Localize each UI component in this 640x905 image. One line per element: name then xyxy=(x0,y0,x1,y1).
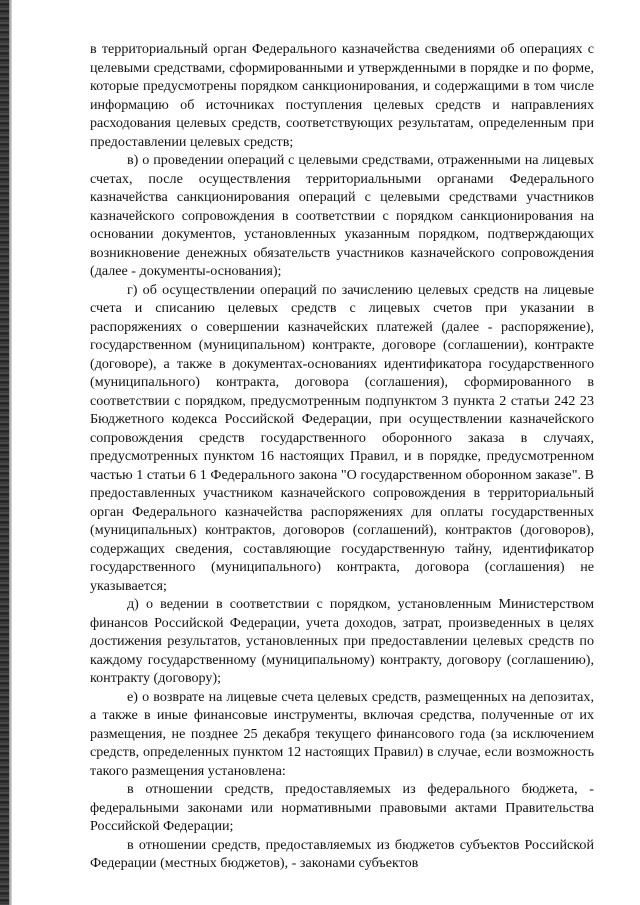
paragraph-item-d: д) о ведении в соответствии с порядком, установленным Министерством финансов Российской Федерации, учета доходов, затрат, произведенных в целях достижения результатов, установленных при предоставлении целевых средств по каждому государственному (муниципальному) контракту, договору (соглашению), контракту (договору); xyxy=(90,596,594,686)
paragraph-item-e: е) о возврате на лицевые счета целевых средств, размещенных на депозитах, а также в иные финансовые инструменты, включая средства, полученные от их размещения, не позднее 25 декабря текущего финансового года (за исключением средств, определенных пунктом 12 настоящих Правил) в случае, если возможность такого размещения установлена: xyxy=(90,688,594,779)
paragraph-federal-budget: в отношении средств, предоставляемых из федерального бюджета, - федеральными законами или нормативными правовыми актами Правительства Российской Федерации; xyxy=(90,781,594,834)
document-page xyxy=(90,40,594,873)
paragraph-regional-budget: в отношении средств, предоставляемых из бюджетов субъектов Российской Федерации (местных бюджетов), - законами субъектов xyxy=(90,836,594,871)
scan-edge-highlight xyxy=(9,0,12,905)
paragraph-item-g: г) об осуществлении операций по зачислению целевых средств на лицевые счета и списанию целевых средств с лицевых счетов при указании в распоряжениях о совершении казначейских платежей (далее - распоряжение), государственном (муниципальном) контракте, договоре (соглашении), контракте (договоре), а также в документах-основаниях идентификатора государственного (муниципального) контракта, договора (соглашения), сформированного в соответствии с порядком, предусмотренным подпунктом 3 пункта 2 статьи 242 23 Бюджетного кодекса Российской Федерации, при осуществлении казначейского сопровождения средств государственного оборонного заказа в случаях, предусмотренных пунктом 16 настоящих Правил, и в порядке, предусмотренном частью 1 статьи 6 1 Федерального закона "О государственном оборонном заказе". В предоставленных участником казначейского сопровождения в территориальный орган Федерального казначейства распоряжениях для оплаты государственных (муниципальных) контрактов, договоров (соглашений), контрактов (договоров), содержащих сведения, составляющие государственную тайну, идентификатор государственного (муниципального) контракта, договора (соглашения) не указывается; xyxy=(90,281,594,594)
scan-edge-shadow xyxy=(0,0,9,905)
paragraph-continuation: в территориальный орган Федерального казначейства сведениями об операциях с целевыми средствами, сформированными и утвержденными в порядке и по форме, которые предусмотрены порядком санкционирования, и содержащими в том числе информацию об источниках поступления целевых средств и направлениях расходования целевых средств, соответствующих результатам, определенным при предоставлении целевых средств; xyxy=(90,41,594,150)
paragraph-item-v: в) о проведении операций с целевыми средствами, отраженными на лицевых счетах, после осуществления территориальными органами Федерального казначейства санкционирования операций с целевыми средствами участников казначейского сопровождения в соответствии с порядком санкционирования на основании документов, установленных указанным порядком, подтверждающих возникновение денежных обязательств участников казначейского сопровождения (далее - документы-основания); xyxy=(90,152,594,279)
